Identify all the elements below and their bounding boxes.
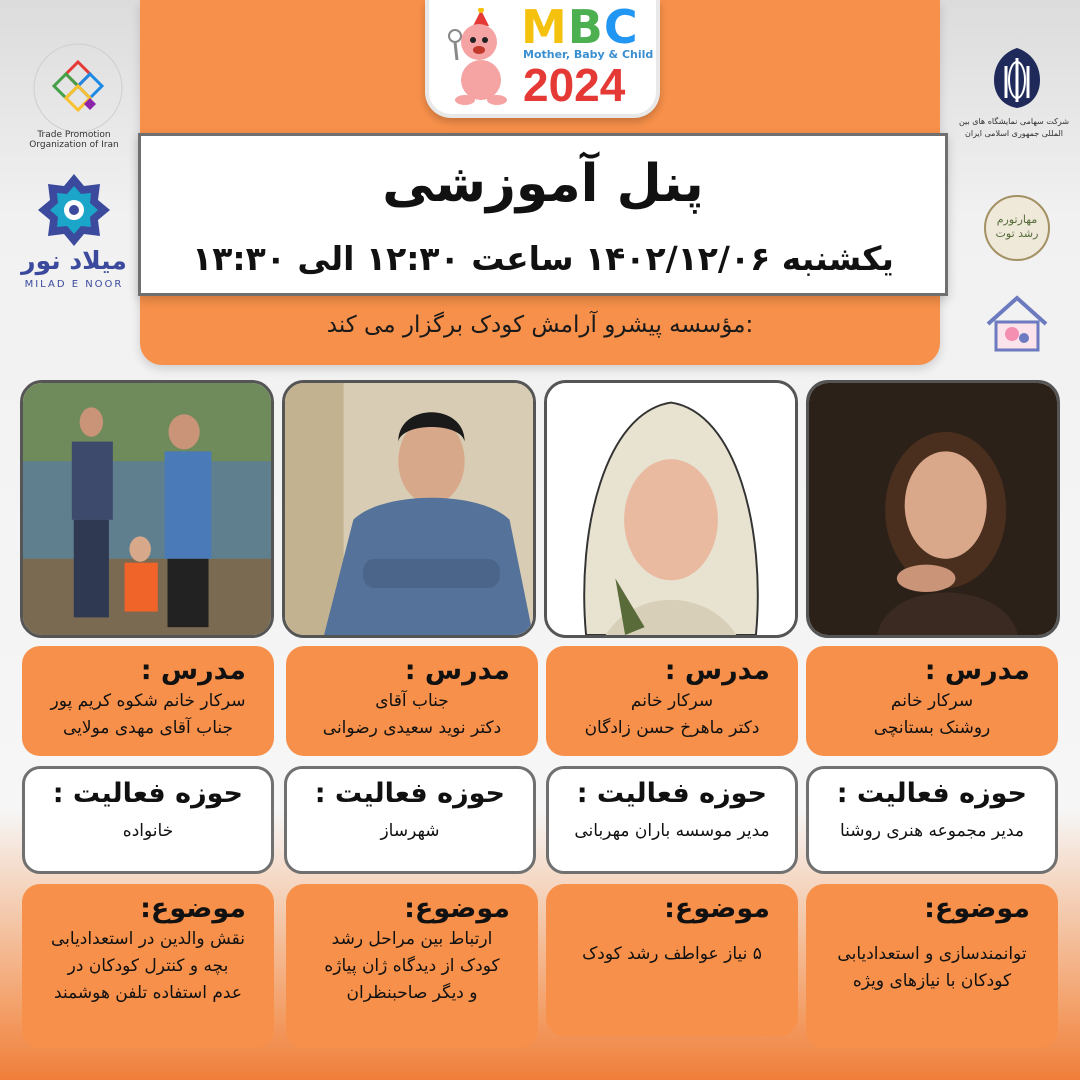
instructor-title: جناب آقای bbox=[375, 691, 449, 711]
expo-company-caption: شرکت سهامی نمایشگاه های بین المللی جمهوری اسلامی ایران bbox=[958, 117, 1070, 138]
field-card-4 bbox=[22, 766, 274, 874]
topic-label: موضوع: bbox=[140, 893, 246, 924]
topic-card-1 bbox=[806, 884, 1058, 1048]
speaker-photo-2 bbox=[544, 380, 798, 638]
topic-line: کودکان با نیازهای ویژه bbox=[852, 971, 1012, 991]
instructor-card-2 bbox=[546, 646, 798, 756]
event-date-time: یکشنبه ۱۴۰۲/۱۲/۰۶ ساعت ۱۲:۳۰ الی ۱۳:۳۰ bbox=[192, 239, 894, 278]
event-logo bbox=[425, 0, 660, 118]
instructor-card-1 bbox=[806, 646, 1058, 756]
instructor-label: مدرس : bbox=[664, 655, 770, 686]
title-box bbox=[138, 133, 948, 296]
mbc-year: 2024 bbox=[523, 59, 626, 111]
page-title: پنل آموزشی bbox=[382, 154, 704, 214]
instructor-name: دکتر ماهرخ حسن زادگان bbox=[584, 718, 760, 738]
topic-label: موضوع: bbox=[664, 893, 770, 924]
trade-promotion-caption: Trade Promotion Organization of Iran bbox=[29, 130, 119, 150]
instructor-card-4 bbox=[22, 646, 274, 756]
instructor-name: سرکار خانم شکوه کریم پور bbox=[50, 691, 246, 711]
topic-line: و دیگر صاحبنظران bbox=[346, 983, 478, 1003]
field-card-1 bbox=[806, 766, 1058, 874]
field-label: حوزه فعالیت : bbox=[52, 778, 243, 809]
organizer-line: مؤسسه پیشرو آرامش کودک برگزار می کند: bbox=[326, 312, 754, 338]
growth-skill-logo bbox=[984, 195, 1050, 261]
field-value: مدیر موسسه باران مهربانی bbox=[574, 821, 770, 841]
instructor-label: مدرس : bbox=[924, 655, 1030, 686]
topic-line: بچه و کنترل کودکان در bbox=[67, 956, 229, 976]
mbc-tagline: Mother, Baby & Child bbox=[523, 48, 654, 61]
home-child-logo bbox=[982, 292, 1052, 356]
instructor-card-3 bbox=[286, 646, 538, 756]
instructor-title: سرکار خانم bbox=[630, 691, 714, 711]
topic-line: کودک از دیدگاه ژان پیاژه bbox=[324, 956, 500, 976]
field-value: شهرساز bbox=[380, 821, 440, 841]
trade-promotion-logo bbox=[30, 40, 126, 136]
topic-card-2 bbox=[546, 884, 798, 1036]
field-card-2 bbox=[546, 766, 798, 874]
instructor-label: مدرس : bbox=[140, 655, 246, 686]
instructor-name: دکتر نوید سعیدی رضوانی bbox=[322, 718, 502, 738]
speaker-photo-3 bbox=[282, 380, 536, 638]
instructor-label: مدرس : bbox=[404, 655, 510, 686]
instructor-title: سرکار خانم bbox=[890, 691, 974, 711]
instructor-name: روشنک بستانچی bbox=[873, 718, 991, 738]
baby-mascot-icon bbox=[443, 8, 519, 108]
field-label: حوزه فعالیت : bbox=[576, 778, 767, 809]
field-value: خانواده bbox=[122, 821, 174, 841]
milad-noor-icon bbox=[36, 172, 112, 248]
topic-label: موضوع: bbox=[404, 893, 510, 924]
field-card-3 bbox=[284, 766, 536, 874]
topic-line: نقش والدین در استعدادیابی bbox=[50, 929, 246, 949]
expo-company-logo bbox=[986, 44, 1048, 112]
mbc-wordmark: MBC bbox=[521, 0, 639, 54]
topic-line: ۵ نیاز عواطف رشد کودک bbox=[582, 944, 762, 964]
field-label: حوزه فعالیت : bbox=[836, 778, 1027, 809]
growth-skill-caption: مهارتورم رشد توت bbox=[995, 213, 1039, 240]
topic-card-4 bbox=[22, 884, 274, 1048]
speaker-photo-4 bbox=[20, 380, 274, 638]
instructor-name: جناب آقای مهدی مولایی bbox=[62, 718, 234, 738]
topic-card-3 bbox=[286, 884, 538, 1048]
field-label: حوزه فعالیت : bbox=[314, 778, 505, 809]
topic-line: عدم استفاده تلفن هوشمند bbox=[54, 983, 242, 1003]
topic-line: توانمندسازی و استعدادیابی bbox=[837, 944, 1027, 964]
milad-noor-name: میلاد نور bbox=[21, 246, 127, 275]
speaker-photo-1 bbox=[806, 380, 1060, 638]
milad-noor-latin: MILAD E NOOR bbox=[24, 279, 124, 290]
topic-label: موضوع: bbox=[924, 893, 1030, 924]
field-value: مدیر مجموعه هنری روشنا bbox=[839, 821, 1025, 841]
topic-line: ارتباط بین مراحل رشد bbox=[331, 929, 493, 949]
